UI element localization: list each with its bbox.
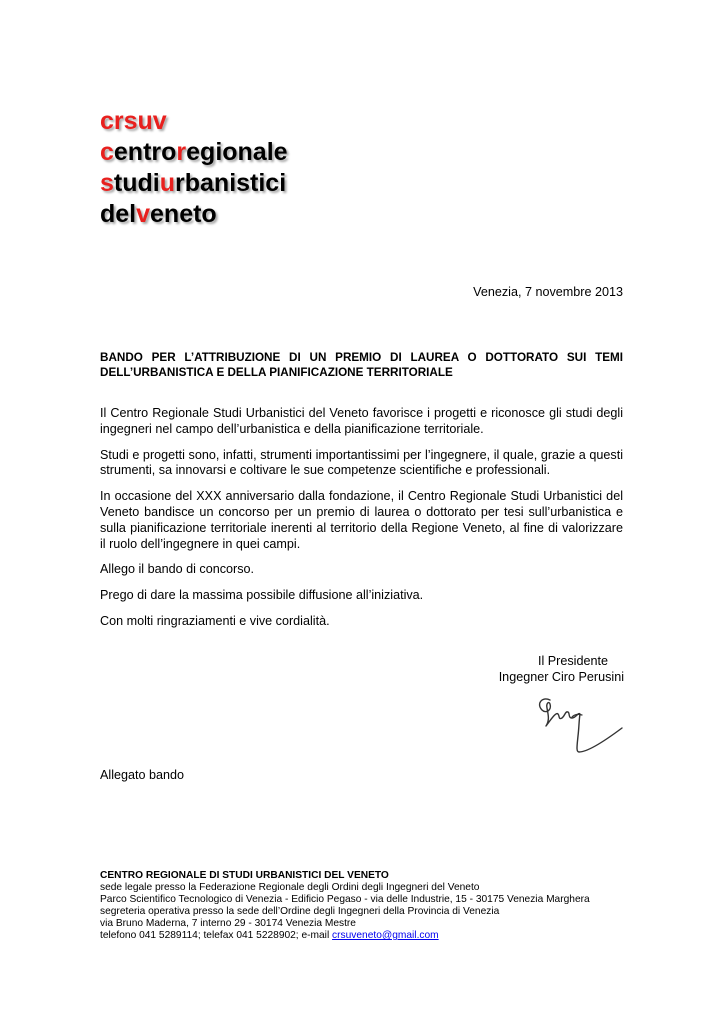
letter-subject: BANDO PER L’ATTRIBUZIONE DI UN PREMIO DI LAUREA O DOTTORATO SUI TEMI DELL’URBANISTICA E DELLA PIANIFICAZIONE TERRITORIALE: [100, 351, 623, 379]
signature-block: [499, 653, 624, 685]
footer-contact: [100, 930, 590, 942]
logo-text-red: s: [100, 169, 114, 197]
body-paragraph: Prego di dare la massima possibile diffusione all’iniziativa.: [100, 588, 424, 603]
logo-text-red: r: [176, 138, 187, 166]
logo-text: del: [100, 200, 137, 228]
signatory-title: Il Presidente: [537, 654, 608, 668]
letterhead-logo: [100, 106, 288, 230]
footer-line: segreteria operativa presso la sede dell’Ordine degli Ingegneri della Provincia di Venezia: [100, 906, 500, 917]
logo-text: eneto: [150, 200, 217, 228]
attachment-note: Allegato bando: [100, 768, 185, 782]
logo-text-red: c: [100, 138, 114, 166]
body-paragraph: Allego il bando di concorso.: [100, 562, 255, 577]
handwritten-signature: [532, 694, 627, 758]
footer-contact-text: telefono 041 5289114; telefax 041 5228902; e-mail: [100, 930, 333, 941]
logo-text: rbanistici: [175, 169, 287, 197]
footer: [100, 870, 590, 942]
letter-body: [100, 406, 623, 640]
logo-text: egionale: [186, 138, 288, 166]
body-paragraph: Studi e progetti sono, infatti, strumenti importantissimi per l’ingegnere, il quale, grazie a questi strumenti, sa innovarsi e coltivare le sue competenze scientifiche e professionali.: [100, 447, 623, 478]
email-link[interactable]: crsuveneto@gmail.com: [332, 930, 439, 941]
logo-text-red: v: [136, 200, 151, 228]
footer-line: via Bruno Maderna, 7 interno 29 - 30174 Venezia Mestre: [100, 918, 356, 929]
signatory-name: Ingegner Ciro Perusini: [498, 670, 624, 684]
body-paragraph: Con molti ringraziamenti e vive cordialità.: [100, 613, 330, 628]
logo-text: tudi: [113, 169, 160, 197]
logo-text: entro: [113, 138, 177, 166]
logo-line: [100, 137, 288, 168]
letter-date: Venezia, 7 novembre 2013: [473, 285, 623, 299]
body-paragraph: In occasione del XXX anniversario dalla fondazione, il Centro Regionale Studi Urbanistici del Veneto bandisce un concorso per un premio di laurea o dottorato per tesi sull’urbanistica e sulla pianificazione territoriale inerenti al territorio della Regione Veneto, al fine di valorizzare il ruolo dell’ingegnere in quei campi.: [100, 489, 623, 551]
footer-line: Parco Scientifico Tecnologico di Venezia - Edificio Pegaso - via delle Industrie, 15 - 30175 Venezia Marghera: [100, 894, 590, 905]
logo-text-red: u: [159, 169, 176, 197]
body-paragraph: Il Centro Regionale Studi Urbanistici del Veneto favorisce i progetti e riconosce gli studi degli ingegneri nel campo dell’urbanistica e della pianificazione territoriale.: [100, 406, 623, 436]
logo-line: [100, 199, 288, 230]
logo-line: [100, 106, 288, 137]
logo-line: [100, 168, 288, 199]
logo-text-red: crsuv: [100, 107, 167, 135]
footer-org-name: CENTRO REGIONALE DI STUDI URBANISTICI DEL VENETO: [100, 870, 389, 881]
footer-line: sede legale presso la Federazione Regionale degli Ordini degli Ingegneri del Veneto: [100, 882, 480, 893]
